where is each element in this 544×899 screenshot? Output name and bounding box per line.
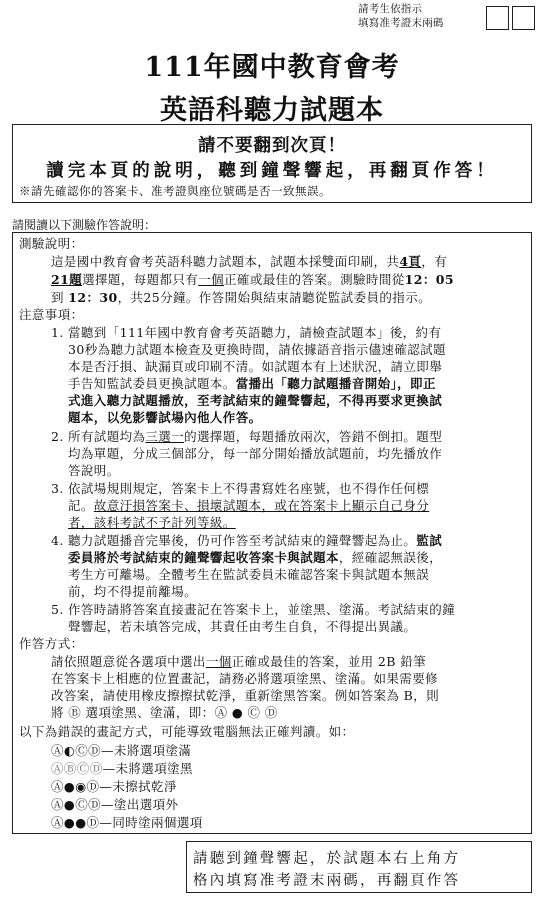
warning-line-1: 請不要翻到次頁！ xyxy=(198,136,346,156)
item-text: 聽力試題播音完畢後，仍可作答至考試結束的鐘聲響起為止。 xyxy=(68,533,417,548)
warning-box xyxy=(12,124,532,203)
warning-line-3: ※請先確認你的答案卡、准考證與座位號碼是否一致無誤。 xyxy=(19,184,331,198)
corner-instruction xyxy=(358,2,482,30)
item-4-line-3: 考生方可離場。全體考生在監試委員未確認答案卡與試題本無誤 xyxy=(68,567,430,582)
item-underlined-text: 故意汙損答案卡、損壞試題本，或在答案卡上顯示自己身分 xyxy=(93,498,430,513)
item-4-line-2 xyxy=(68,549,442,566)
section-heading-method: 作答方式： xyxy=(19,636,84,651)
desc-time-start: 12：05 xyxy=(404,272,454,287)
item-1-number: 1. xyxy=(51,325,64,340)
bottom-note-line-2: 格內填寫准考證末兩碼，再翻頁作答 xyxy=(193,873,461,889)
item-5-number: 5. xyxy=(51,602,64,617)
method-underlined-text: 一個 xyxy=(205,654,232,669)
mark-example: Ⓐ◐ⒸⒹ xyxy=(51,743,102,758)
desc-count: 21題 xyxy=(51,272,83,287)
error-description: —未擦拭乾淨 xyxy=(99,779,177,794)
booklet-title: 英語科聽力試題本 xyxy=(160,95,384,126)
item-3-number: 3. xyxy=(51,481,64,496)
error-example-row xyxy=(51,778,177,795)
desc-time-end: 12：30 xyxy=(68,290,118,305)
method-line-2: 在答案卡上相應的位置畫記，請務必將選項塗黑、塗滿。如果需要修 xyxy=(51,671,439,686)
item-5-line-2: 聲響起，若未填答完成，其責任由考生自負，不得提出異議。 xyxy=(68,619,417,634)
description-line-1 xyxy=(51,253,447,270)
description-line-2 xyxy=(51,271,454,288)
error-description: —塗出選項外 xyxy=(101,797,179,812)
item-text: ，經確認無誤後， xyxy=(338,550,443,565)
errors-heading: 以下為錯誤的畫記方式，可能導致電腦無法正確判讀。如： xyxy=(19,724,355,739)
item-1-line-4 xyxy=(68,375,436,392)
section-heading-test-description: 測驗說明： xyxy=(19,236,84,251)
desc-text: 選擇題，每題都只有 xyxy=(82,272,199,287)
corner-line-1: 請考生依指示 xyxy=(358,3,423,15)
error-description: —未將選項塗黑 xyxy=(102,761,193,776)
desc-one: 一個 xyxy=(198,272,225,287)
method-line-3: 改答案，請使用橡皮擦擦拭乾淨，重新塗黑答案。例如答案為 B，則 xyxy=(51,688,440,703)
bottom-note-box xyxy=(186,841,532,893)
correct-mark-example: Ⓐ ● Ⓒ Ⓓ xyxy=(214,705,278,720)
error-description: —未將選項塗滿 xyxy=(101,743,192,758)
desc-text: 正確或最佳的答案。測驗時間從 xyxy=(224,272,405,287)
method-line-4 xyxy=(51,704,278,721)
desc-pages: 4頁 xyxy=(399,254,422,269)
description-line-3 xyxy=(51,289,431,306)
item-text: 所有試題均為 xyxy=(68,429,146,444)
item-2-line-1 xyxy=(68,428,442,445)
desc-text: 這是國中教育會考英語科聽力試題本，試題本採雙面印刷，共 xyxy=(51,254,400,269)
reading-intro: 請閱讀以下測驗作答說明： xyxy=(12,218,157,232)
item-2-line-3: 答說明。 xyxy=(68,463,120,478)
item-text: 手告知監試委員更換試題本。 xyxy=(68,376,236,391)
admission-digit-box-2[interactable] xyxy=(512,6,535,30)
item-1-line-3: 本是否汙損、缺漏頁或印刷不清。如試題本有上述狀況，請立即舉 xyxy=(68,359,443,374)
mark-example: Ⓐ●◉Ⓓ xyxy=(51,779,100,794)
item-4-number: 4. xyxy=(51,533,64,548)
desc-text: ，共25分鐘。作答開始與結束請聽從監試委員的指示。 xyxy=(117,290,431,305)
item-text: 的選擇題，每題播放兩次，答錯不倒扣。題型 xyxy=(184,429,443,444)
corner-line-2: 填寫准考證末兩碼 xyxy=(358,17,444,29)
item-bold-text: 監試 xyxy=(416,533,443,548)
error-example-row xyxy=(51,742,191,759)
method-text: 請依照題意從各選項中選出 xyxy=(51,654,206,669)
item-text: 記。 xyxy=(68,498,94,513)
item-5-line-1: 作答時請將答案直接畫記在答案卡上，並塗黑、塗滿。考試結束的鐘 xyxy=(68,602,456,617)
admission-digit-box-1[interactable] xyxy=(486,6,509,30)
mark-example: Ⓐ●●Ⓓ xyxy=(51,815,100,830)
bottom-note-line-1: 請聽到鐘聲響起，於試題本右上角方 xyxy=(193,851,461,867)
error-example-row xyxy=(51,814,203,831)
item-1-line-6: 題本，以免影響試場內他人作答。 xyxy=(68,410,262,425)
item-2-number: 2. xyxy=(51,429,64,444)
item-bold-text: 委員將於考試結束的鐘聲響起收答案卡與試題本 xyxy=(68,550,339,565)
section-heading-notes: 注意事項： xyxy=(19,307,84,322)
exam-title: 111年國中教育會考 xyxy=(144,52,400,83)
error-example-row xyxy=(51,796,178,813)
item-1-line-2: 30秒為聽力試題本檢查及更換時間，請依據語音指示儘速確認試題 xyxy=(68,342,446,357)
item-1-line-1: 當聽到「111年國中教育會考英語聽力，請檢查試題本」後，約有 xyxy=(68,325,442,340)
desc-text: 到 xyxy=(51,290,64,305)
item-3-line-1: 依試場規則規定，答案卡上不得書寫姓名座號，也不得作任何標 xyxy=(68,481,430,496)
item-1-line-5: 式進入聽力試題播放，至考試結束的鐘聲響起，不得再要求更換試 xyxy=(68,393,443,408)
item-3-line-3: 者，該科考試不予計列等級。 xyxy=(68,515,236,530)
instructions-box xyxy=(12,232,532,834)
mark-example: ⒶⒷⒸⒹ xyxy=(51,761,103,776)
item-4-line-1 xyxy=(68,532,442,549)
method-text: 正確或最佳的答案，並用 2B 鉛筆 xyxy=(231,654,427,669)
desc-text: ，有 xyxy=(421,254,448,269)
error-example-row xyxy=(51,760,193,777)
warning-line-2: 讀完本頁的說明，聽到鐘聲響起，再翻頁作答！ xyxy=(46,161,498,181)
item-3-line-2 xyxy=(68,497,429,514)
item-bold-text: 當播出「聽力試題播音開始」，即正 xyxy=(235,376,436,391)
item-underlined-text: 三選一 xyxy=(145,429,185,444)
error-description: —同時塗兩個選項 xyxy=(99,815,203,830)
item-2-line-2: 均為單題，分成三個部分，每一部分開始播放試題前，均先播放作 xyxy=(68,446,443,461)
method-line-1 xyxy=(51,653,426,670)
method-text: 將 Ⓑ 選項塗黑、塗滿，即： xyxy=(51,705,215,720)
item-4-line-4: 前，均不得提前離場。 xyxy=(68,584,198,599)
mark-example: Ⓐ●ⒸⒹ xyxy=(51,797,102,812)
